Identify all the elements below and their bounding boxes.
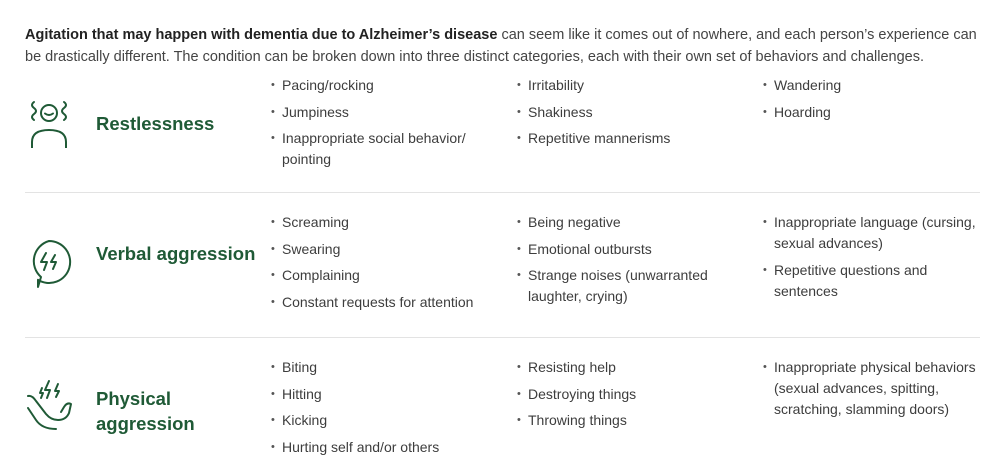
category-title: Physical aggression [96, 388, 195, 434]
list-item: • Strange noises (unwarranted laughter, crying) [517, 265, 732, 307]
list-item: • Destroying things [517, 384, 732, 405]
list-item: • Shakiness [517, 102, 732, 123]
behavior-list [271, 357, 486, 463]
intro-paragraph [25, 24, 985, 68]
list-item: • Irritability [517, 75, 732, 96]
list-item: • Jumpiness [271, 102, 486, 123]
restless-person-icon [25, 96, 73, 148]
intro-bold-text: Agitation that may happen with dementia due to Alzheimer’s disease [25, 26, 498, 43]
list-item: • Hitting [271, 384, 486, 405]
intro-text: can seem like it comes out of nowhere, and each person’s experience can be drastically different. The condition can be broken down into three distinct categories, each with their own set of behaviors and challenges. [25, 26, 977, 65]
behavior-list [763, 212, 978, 307]
behavior-list [517, 357, 732, 437]
list-item: • Inappropriate language (cursing, sexual advances) [763, 212, 978, 254]
hand-lightning-icon [25, 378, 73, 430]
speech-bubble-lightning-icon [25, 238, 73, 290]
list-item: • Hurting self and/or others [271, 437, 486, 458]
behavior-list [517, 212, 732, 313]
behavior-list [763, 75, 978, 128]
list-item: • Being negative [517, 212, 732, 233]
list-item: • Repetitive mannerisms [517, 128, 732, 149]
list-item: • Screaming [271, 212, 486, 233]
list-item: • Biting [271, 357, 486, 378]
list-item: • Swearing [271, 239, 486, 260]
list-item: • Resisting help [517, 357, 732, 378]
list-item: • Emotional outbursts [517, 239, 732, 260]
behavior-list [271, 212, 486, 318]
list-item: • Constant requests for attention [271, 292, 486, 313]
list-item: • Inappropriate physical behaviors (sexual advances, spitting, scratching, slamming doors) [763, 357, 978, 420]
list-item: • Repetitive questions and sentences [763, 260, 978, 302]
list-item: • Pacing/rocking [271, 75, 486, 96]
list-item: • Hoarding [763, 102, 978, 123]
list-item: • Kicking [271, 410, 486, 431]
list-item: • Inappropriate social behavior/ pointing [271, 128, 486, 170]
list-item: • Throwing things [517, 410, 732, 431]
category-restlessness [25, 70, 980, 192]
category-physical-aggression [25, 337, 980, 463]
category-title: Verbal aggression [96, 243, 256, 264]
category-title: Restlessness [96, 113, 215, 134]
behavior-list [271, 75, 486, 176]
list-item: • Wandering [763, 75, 978, 96]
list-item: • Complaining [271, 265, 486, 286]
behavior-list [517, 75, 732, 155]
category-verbal-aggression [25, 192, 980, 338]
behavior-list [763, 357, 978, 426]
